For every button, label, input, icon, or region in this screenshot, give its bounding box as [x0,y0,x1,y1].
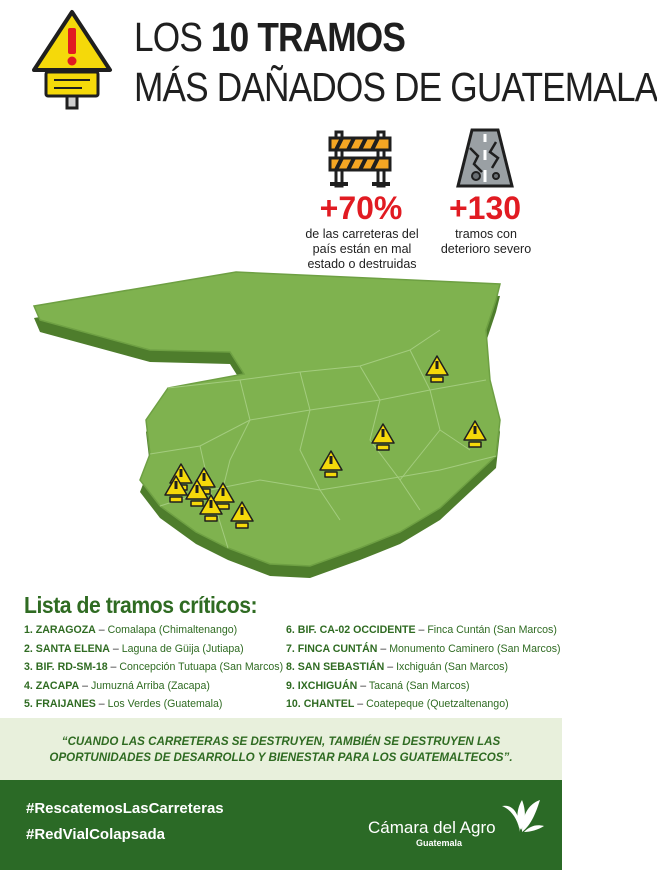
brand-name: Cámara del Agro [368,818,496,837]
title-bold: 10 TRAMOS [210,14,405,60]
damaged-road-icon [456,128,514,188]
quote-line: OPORTUNIDADES DE DESARROLLO Y BIENESTAR PARA LOS GUATEMALTECOS”. [49,750,513,764]
hashtag-redvial: #RedVialColapsada [26,826,165,843]
list-item: 7. FINCA CUNTÁN – Monumento Caminero (San Marcos) [286,642,561,655]
brand-subtitle: Guatemala [416,838,463,848]
road-barrier-icon [328,128,392,188]
list-item: 2. SANTA ELENA – Laguna de Güija (Jutiapa) [24,642,244,655]
stat-count-value: +130 [448,190,522,226]
stat-percent-value: +70% [319,190,403,226]
list-item: 10. CHANTEL – Coatepeque (Quetzaltenango) [286,698,509,711]
list-item: 8. SAN SEBASTIÁN – Ixchiguán (San Marcos) [286,661,508,674]
list-item: 1. ZARAGOZA – Comalapa (Chimaltenango) [24,624,238,636]
list-item: 3. BIF. RD-SM-18 – Concepción Tutuapa (San Marcos) [24,661,284,674]
stat-desc-line: tramos con [455,227,517,241]
critical-list-right-column [286,621,561,714]
stat-percent-description [300,227,424,272]
warning-sign-icon [30,8,114,112]
quote-text [10,734,552,765]
stat-desc-line: de las carreteras del [305,227,419,241]
critical-list-title: Lista de tramos críticos: [24,592,258,618]
page-title-line1 [134,14,405,60]
list-item: 6. BIF. CA-02 OCCIDENTE – Finca Cuntán (San Marcos) [286,624,557,636]
list-item: 9. IXCHIGUÁN – Tacaná (San Marcos) [286,679,470,692]
stat-count-description [432,227,540,257]
quote-line: “CUANDO LAS CARRETERAS SE DESTRUYEN, TAMBIÉN SE DESTRUYEN LAS [61,735,501,748]
critical-list-left-column [24,621,283,714]
list-item: 5. FRAIJANES – Los Verdes (Guatemala) [24,698,223,711]
leaf-logo-icon [498,796,544,834]
stat-desc-line: estado o destruidas [307,257,417,271]
stat-desc-line: deterioro severo [440,242,532,256]
hashtag-rescatemos: #RescatemosLasCarreteras [26,800,224,817]
guatemala-map [0,270,562,590]
title-light: LOS [134,14,202,60]
list-item: 4. ZACAPA – Jumuzná Arriba (Zacapa) [24,679,210,692]
stat-desc-line: país están en mal [312,242,412,256]
page-title-line2: MÁS DAÑADOS DE GUATEMALA [134,64,657,110]
